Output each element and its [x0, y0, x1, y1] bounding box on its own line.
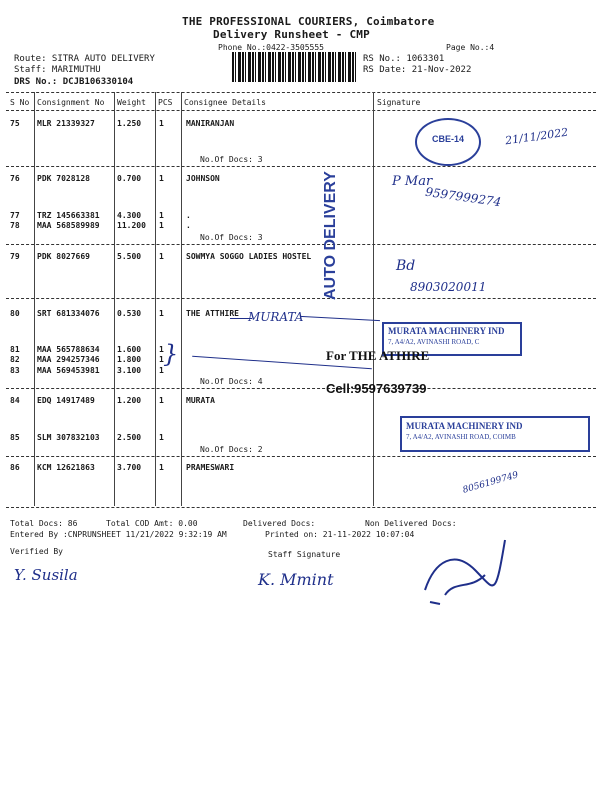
col-divider	[114, 92, 115, 506]
row-pcs: 1	[159, 211, 164, 220]
staff-signature: K. Mmint	[258, 570, 334, 589]
row-consignment: PDK 7028128	[37, 174, 90, 183]
stamp-line-1: MURATA MACHINERY IND	[406, 421, 523, 431]
staff: Staff: MARIMUTHU	[14, 65, 101, 75]
col-divider	[155, 92, 156, 506]
row-consignment: MAA 565788634	[37, 345, 100, 354]
col-pcs: PCS	[158, 98, 173, 107]
col-divider	[181, 92, 182, 506]
row-pcs: 1	[159, 355, 164, 364]
company-name: THE PROFESSIONAL COURIERS, Coimbatore	[182, 15, 435, 28]
row-weight: 0.700	[117, 174, 142, 183]
row-weight: 1.800	[117, 355, 142, 364]
drs-number: DRS No.: DCJB106330104	[14, 77, 134, 87]
row-sno: 77	[10, 211, 20, 220]
brace-mark: }	[163, 340, 179, 368]
handwritten-phone: 8903020011	[410, 280, 487, 294]
stamp-label: CBE-14	[431, 134, 464, 144]
row-sno: 83	[10, 366, 20, 375]
row-weight: 1.250	[117, 119, 142, 128]
col-signature: Signature	[377, 98, 421, 107]
row-consignment: PDK 8027669	[37, 252, 90, 261]
row-consignment: KCM 12621863	[37, 463, 95, 472]
row-weight: 1.200	[117, 396, 142, 405]
for-the-athire-stamp: For THE ATHIRE	[326, 348, 430, 363]
signature-76: P Mar	[392, 174, 433, 189]
col-divider	[34, 92, 35, 506]
row-consignee: .	[186, 211, 191, 220]
row-weight: 1.600	[117, 345, 142, 354]
col-weight: Weight	[117, 98, 146, 107]
row-sno: 76	[10, 174, 20, 183]
verified-by-label: Verified By	[10, 547, 63, 556]
docs-count: No.Of Docs: 3	[200, 155, 263, 164]
col-consignee: Consignee Details	[184, 98, 266, 107]
stamp-line-2: 7, A4/A2, AVINASHI ROAD, C	[388, 338, 480, 346]
arrow-line	[300, 316, 380, 321]
entered-by: Entered By :CNPRUNSHEET 11/21/2022 9:32:19 AM	[10, 530, 227, 539]
row-sno: 84	[10, 396, 20, 405]
row-pcs: 1	[159, 309, 164, 318]
row-consignment: SRT 681334076	[37, 309, 100, 318]
row-weight: 3.700	[117, 463, 142, 472]
row-sno: 82	[10, 355, 20, 364]
row-pcs: 1	[159, 366, 164, 375]
row-sno: 81	[10, 345, 20, 354]
col-consignment: Consignment No	[37, 98, 105, 107]
row-consignment: MAA 568589989	[37, 221, 100, 230]
printed-on: Printed on: 21-11-2022 10:07:04	[265, 530, 415, 539]
page-number: Page No.:4	[446, 43, 495, 52]
row-pcs: 1	[159, 433, 164, 442]
arrow-line	[230, 318, 252, 319]
staff-signature-label: Staff Signature	[268, 550, 341, 559]
row-consignee: MURATA	[186, 396, 215, 405]
row-sno: 79	[10, 252, 20, 261]
row-consignment: TRZ 145663381	[37, 211, 100, 220]
row-pcs: 1	[159, 396, 164, 405]
phone-number: Phone No.:0422-3505555	[218, 43, 324, 52]
row-pcs: 1	[159, 119, 164, 128]
row-sno: 75	[10, 119, 20, 128]
company-stamp	[400, 416, 590, 452]
cell-number-stamp: Cell:9597639739	[326, 381, 427, 396]
row-sno: 78	[10, 221, 20, 230]
table-top-rule	[6, 92, 596, 93]
group-rule	[6, 456, 596, 457]
row-weight: 2.500	[117, 433, 142, 442]
row-consignment: EDQ 14917489	[37, 396, 95, 405]
row-pcs: 1	[159, 174, 164, 183]
group-rule	[6, 388, 596, 389]
docs-count: No.Of Docs: 3	[200, 233, 263, 242]
handwritten-phone: 8056199749	[461, 470, 520, 496]
murata-handwritten: MURATA	[248, 310, 304, 324]
signature-75: 21/11/2022	[504, 125, 570, 148]
row-consignee: .	[186, 221, 191, 230]
row-consignment: MLR 21339327	[37, 119, 95, 128]
group-rule	[6, 298, 596, 299]
row-pcs: 1	[159, 252, 164, 261]
table-bottom-rule	[6, 507, 596, 508]
row-consignment: SLM 307832103	[37, 433, 100, 442]
round-stamp	[415, 118, 481, 166]
total-docs: Total Docs: 86	[10, 519, 78, 528]
row-pcs: 1	[159, 221, 164, 230]
row-consignment: MAA 294257346	[37, 355, 100, 364]
row-weight: 4.300	[117, 211, 142, 220]
total-cod: Total COD Amt: 0.00	[106, 519, 198, 528]
col-sno: S No	[10, 98, 30, 107]
table-header-rule	[6, 110, 596, 111]
verified-signature: Y. Susila	[14, 566, 78, 584]
stamp-line-2: 7, A4/A2, AVINASHI ROAD, COIMB	[406, 433, 516, 441]
barcode	[232, 52, 357, 82]
row-consignee: THE ATTHIRE	[186, 309, 239, 318]
auto-delivery-stamp: AUTO DELIVERY	[322, 171, 339, 300]
delivered-docs: Delivered Docs:	[243, 519, 316, 528]
group-rule	[6, 166, 596, 167]
row-consignee: PRAMESWARI	[186, 463, 235, 472]
non-delivered-docs: Non Delivered Docs:	[365, 519, 457, 528]
row-weight: 5.500	[117, 252, 142, 261]
row-weight: 11.200	[117, 221, 146, 230]
signature-79: Bd	[396, 258, 416, 274]
route: Route: SITRA AUTO DELIVERY	[14, 54, 155, 64]
rs-number: RS No.: 1063301	[363, 54, 445, 64]
handwritten-phone: 9597999274	[424, 184, 502, 210]
row-weight: 0.530	[117, 309, 142, 318]
document-title: Delivery Runsheet - CMP	[213, 28, 370, 41]
group-rule	[6, 244, 596, 245]
signature-scribble	[415, 520, 515, 610]
row-consignee: MANIRANJAN	[186, 119, 235, 128]
row-weight: 3.100	[117, 366, 142, 375]
row-sno: 85	[10, 433, 20, 442]
docs-count: No.Of Docs: 4	[200, 377, 263, 386]
row-pcs: 1	[159, 463, 164, 472]
rs-date: RS Date: 21-Nov-2022	[363, 65, 472, 75]
row-consignee: SOWMYA SOGGO LADIES HOSTEL	[186, 252, 312, 261]
row-consignee: JOHNSON	[186, 174, 220, 183]
row-consignment: MAA 569453981	[37, 366, 100, 375]
row-pcs: 1	[159, 345, 164, 354]
docs-count: No.Of Docs: 2	[200, 445, 263, 454]
row-sno: 86	[10, 463, 20, 472]
stamp-line-1: MURATA MACHINERY IND	[388, 326, 505, 336]
col-divider	[373, 92, 374, 506]
row-sno: 80	[10, 309, 20, 318]
